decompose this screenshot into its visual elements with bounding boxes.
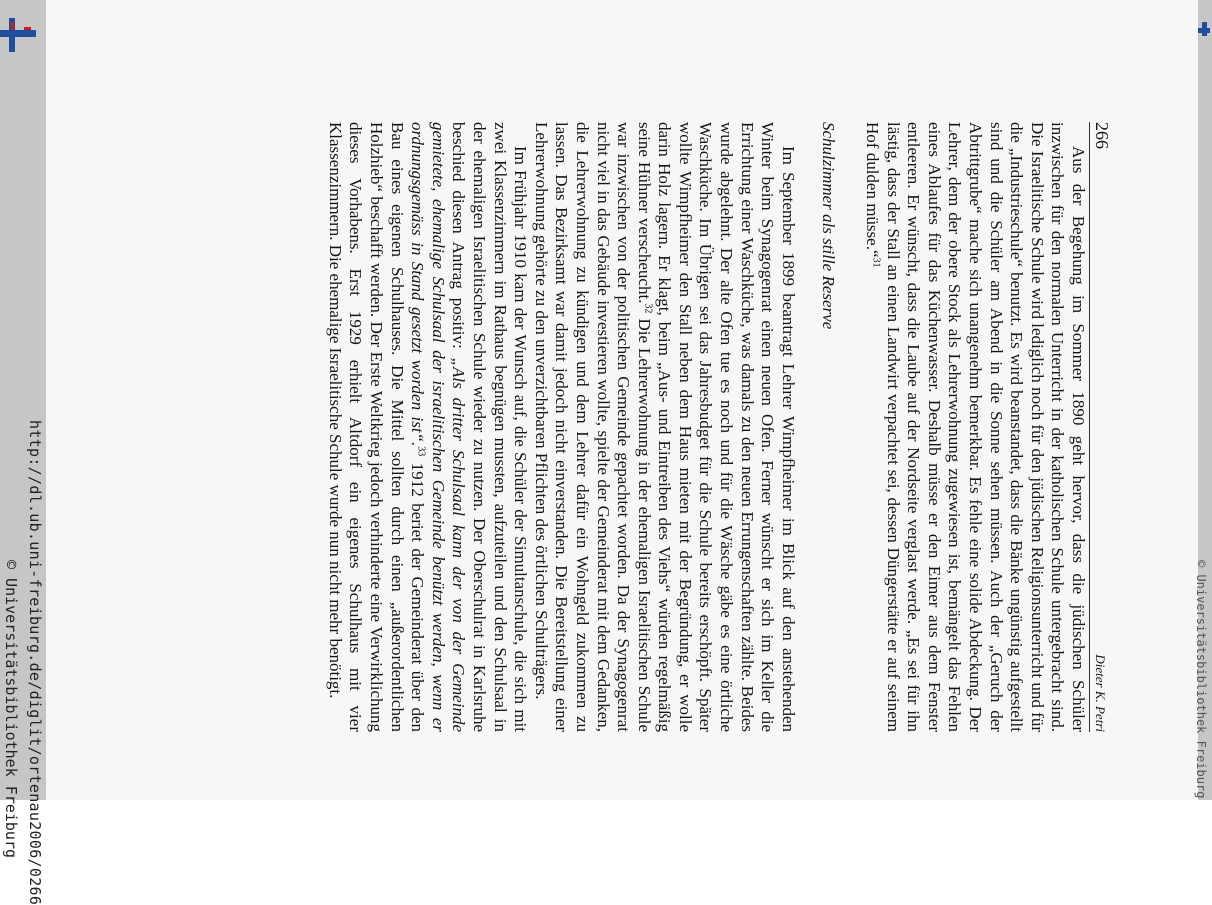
paragraph-2-text-after: Die Lehrerwohnung in der ehemaligen Israelitischen Schule war inzwischen von der politischen Gemeinde gepachtet worden. Da der Synagogenrat nicht viel in das Gebäude investieren wollte, spielte der Gemeinderat mit dem Gedanken, die Lehrerwohnung zu kündigen und dem Lehrer dafür ein Wohngeld zukommen zu lassen. Das Bezirksamt war damit jedoch nicht einverstanden. Die Bereitstellung einer Lehrerwohnung gehörte zu den unverzichtbaren Pflichten des örtlichen Schulträgers. <box>531 122 654 732</box>
paragraph-2-text: Im September 1899 beantragt Lehrer Wimpfheimer im Blick auf den anstehenden Winter beim Synagogenrat einen neuen Ofen. Ferner wünscht er sich im Keller die Errichtung einer Waschküche, was damals zu den neuen Errungenschaften zählte. Beides wurde abgelehnt. Der alte Ofen tue es noch und für die Wäsche gäbe es eine örtliche Waschküche. Im Übrigen sei das Jahresbudget für die Schule bereits erschöpft. Später wollte Wimpfheimer den Stall neben dem Haus mieten mit der Begründung, er wolle darin Holz lagern. Er klagt, beim „Aus- und Eintreiben des Viehs“ würden regelmäßig seine Hühner verscheucht. <box>634 122 798 732</box>
footnote-ref-33: 33 <box>415 446 427 457</box>
page-number: 266 <box>1092 122 1112 149</box>
page-header <box>1089 122 1112 732</box>
paragraph-2 <box>530 122 798 732</box>
paragraph-1-text: Aus der Begehung im Sommer 1890 geht hervor, dass die jüdischen Schüler inzwischen für den normalen Unterricht in der katholischen Schule untergebracht sind. Die Israelitische Schule wird lediglich noch für den jüdischen Religionsunterricht und für die „Industrieschule“ benutzt. Es wird beanstandet, dass die Bänke ungünstig aufgestellt sind und die Schüler am Abend in die Sonne sehen müssen. Auch der „Geruch der Abtrittgrube“ mache sich unangenehm bemerkbar. Es fehle eine solide Abdeckung. Der Lehrer, dem der obere Stock als Lehrerwohnung zugewiesen ist, bemängelt das Fehlen eines Ablaufes für das Küchenwasser. Deshalb müsse er den Eimer aus dem Fenster entleeren. Er wünscht, dass die Laube auf der Nordseite verglast werde. „Es sei für ihn lästig, dass der Stall an einen Landwirt verpachtet sei, dessen Düngerstätte er auf seinem Hof dulden müsse.“ <box>863 122 1088 732</box>
copyright-margin-text: © Universitätsbibliothek Freiburg <box>2 560 20 859</box>
paragraph-3 <box>324 122 530 732</box>
university-library-logo-right-icon <box>1198 20 1212 38</box>
author-name: Dieter K. Petri <box>1093 654 1108 732</box>
right-margin-text: © Universitätsbibliothek Freiburg <box>1194 560 1208 799</box>
quote-italic: „Als dritter Schulsaal kann der von der Gemeinde gemietete, ehemalige Schulsaal der israelitischen Gemeinde benützt werden, wenn er ordnungsgemäss in Stand gesetzt worden ist“. <box>408 122 469 732</box>
section-heading: Schulzimmer als stille Reserve <box>819 122 839 330</box>
footnote-ref-32: 32 <box>642 303 654 314</box>
paragraph-3-text-after: 1912 beriet der Gemeinderat über den Bau eines eigenen Schulhauses. Die Mittel sollten durch einen „außerordentlichen Holzhieb“ beschafft werden. Der Erste Weltkrieg jedoch verhinderte eine Verwirklichung dieses Vorhabens. Erst 1929 erhielt Altdorf ein eigenes Schulhaus mit vier Klassenzimmern. Die ehemalige Israelitische Schule wurde nun nicht mehr benötigt. <box>325 122 428 732</box>
paragraph-1 <box>861 122 1088 732</box>
paragraph-3-text: Im Frühjahr 1910 kam der Wunsch auf, die Schüler der Simultanschule, die sich mit zwei Klassenzimmern im Rathaus begnügen mussten, aufzuteilen und den Schulsaal in der ehemaligen Israelitischen Schule wieder zu nutzen. Der Oberschulrat in Karlsruhe beschied diesen Antrag positiv: <box>449 122 531 732</box>
footnote-ref-31: 31 <box>870 257 882 268</box>
url-margin-text: http://dl.ub.uni-freiburg.de/diglit/ortenau2006/0266 <box>26 420 44 905</box>
university-library-logo-icon <box>0 18 40 52</box>
book-page <box>122 122 1112 732</box>
